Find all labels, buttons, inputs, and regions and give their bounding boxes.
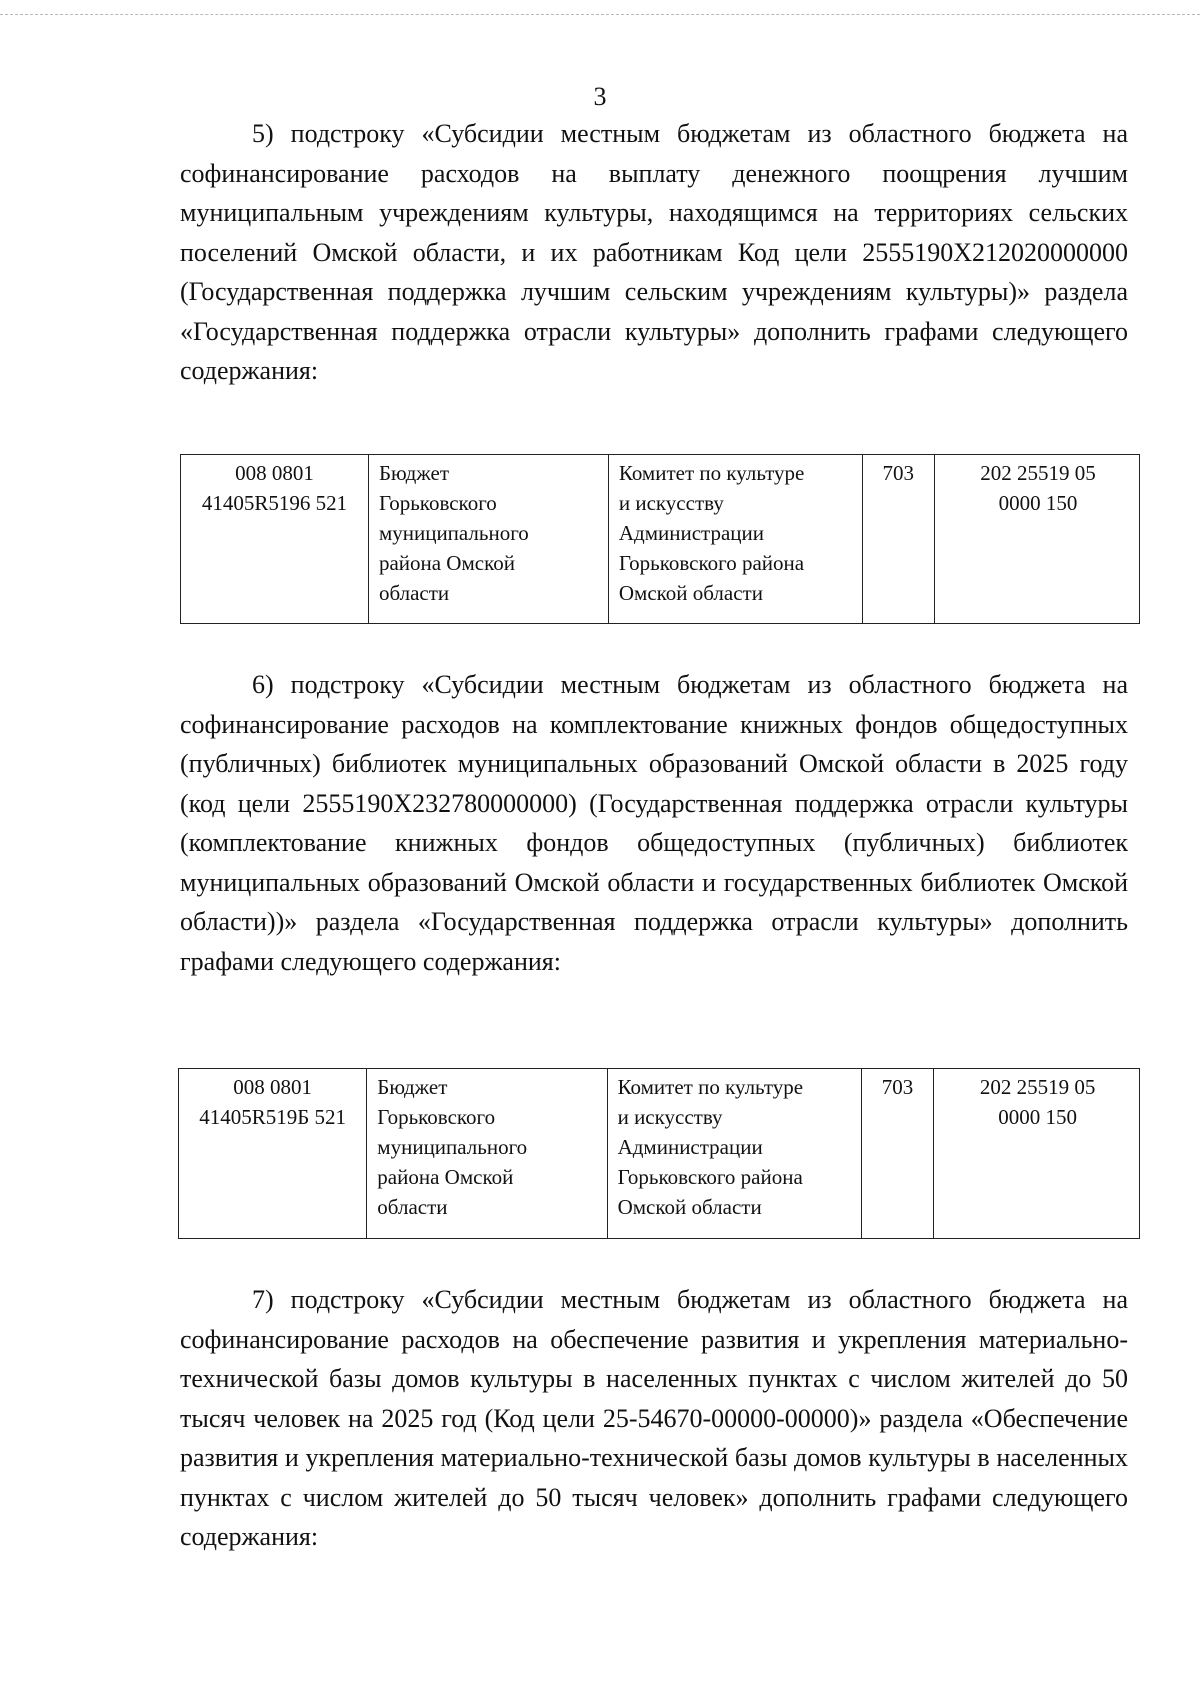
- admin-line: и искусству: [617, 1105, 723, 1129]
- table-row: [181, 455, 1140, 624]
- admin-line: Администрации: [618, 521, 765, 545]
- budget-line: области: [378, 581, 450, 605]
- budget-line: Бюджет: [377, 1075, 448, 1099]
- budget-name-cell: [368, 455, 608, 624]
- code-line: 008 0801: [235, 461, 314, 485]
- admin-line: Омской области: [617, 1195, 762, 1219]
- admin-line: и искусству: [618, 491, 724, 515]
- code-line: 41405R5196 521: [201, 491, 348, 515]
- insert-table-2: [178, 1068, 1140, 1239]
- paragraph-7: 7) подстроку «Субсидии местным бюджетам из областного бюджета на софинансирование расходов на обеспечение развития и укрепления материально-технической базы домов культуры в населенных пунктах с числом жителей до 50 тысяч человек на 2025 год (Код цели 25-54670-00000-00000)» раздела «Обеспечение развития и укрепления материально-технической базы домов культуры в населенных пунктах с числом жителей до 50 тысяч человек» дополнить графами следующего содержания:: [180, 1285, 1128, 1551]
- page-top-rule: [0, 14, 1200, 15]
- budget-line: Горьковского: [377, 1105, 496, 1129]
- budget-classification-code-cell: [181, 455, 369, 624]
- revenue-code-cell: [934, 1069, 1140, 1239]
- code-line: 41405R519Б 521: [199, 1105, 347, 1129]
- kbk-line: 202 25519 05: [979, 1075, 1096, 1099]
- admin-line: Омской области: [618, 581, 763, 605]
- budget-line: муниципального: [377, 1135, 528, 1159]
- kbk-line: 0000 150: [998, 491, 1078, 515]
- budget-line: района Омской: [378, 551, 515, 575]
- administrator-code-cell: 703: [861, 1069, 934, 1239]
- admin-line: Комитет по культуре: [617, 1075, 804, 1099]
- administrator-code-cell: 703: [862, 455, 934, 624]
- budget-name-cell: [367, 1069, 607, 1239]
- insert-table-1: [180, 454, 1140, 624]
- revenue-code-cell: [934, 455, 1139, 624]
- kbk-line: 0000 150: [998, 1105, 1078, 1129]
- paragraph-5: 5) подстроку «Субсидии местным бюджетам из областного бюджета на софинансирование расходов на выплату денежного поощрения лучшим муниципальным учреждениям культуры, находящимся на территориях сельских поселений Омской области, и их работникам Код цели 2555190Х212020000000 (Государственная поддержка лучшим сельским учреждениям культуры)» раздела «Государственная поддержка отрасли культуры» дополнить графами следующего содержания:: [180, 119, 1128, 385]
- budget-classification-code-cell: [179, 1069, 367, 1239]
- code-line: 008 0801: [233, 1075, 313, 1099]
- budget-line: муниципального: [378, 521, 529, 545]
- budget-line: области: [377, 1195, 448, 1219]
- kbk-line: 202 25519 05: [980, 461, 1096, 485]
- budget-line: Бюджет: [378, 461, 450, 485]
- administrator-cell: [607, 1069, 861, 1239]
- admin-line: Горьковского района: [618, 551, 805, 575]
- table-row: [179, 1069, 1140, 1239]
- page-number: 3: [593, 82, 607, 111]
- admin-line: Администрации: [617, 1135, 763, 1159]
- admin-line: Горьковского района: [617, 1165, 803, 1189]
- paragraph-6: 6) подстроку «Субсидии местным бюджетам из областного бюджета на софинансирование расходов на комплектование книжных фондов общедоступных (публичных) библиотек муниципальных образований Омской области в 2025 году (код цели 2555190Х232780000000) (Государственная поддержка отрасли культуры (комплектование книжных фондов общедоступных (публичных) библиотек муниципальных образований Омской области и государственных библиотек Омской области))» раздела «Государственная поддержка отрасли культуры» дополнить графами следующего содержания:: [180, 670, 1128, 976]
- administrator-cell: [608, 455, 862, 624]
- budget-line: Горьковского: [378, 491, 497, 515]
- budget-line: района Омской: [377, 1165, 514, 1189]
- admin-line: Комитет по культуре: [618, 461, 805, 485]
